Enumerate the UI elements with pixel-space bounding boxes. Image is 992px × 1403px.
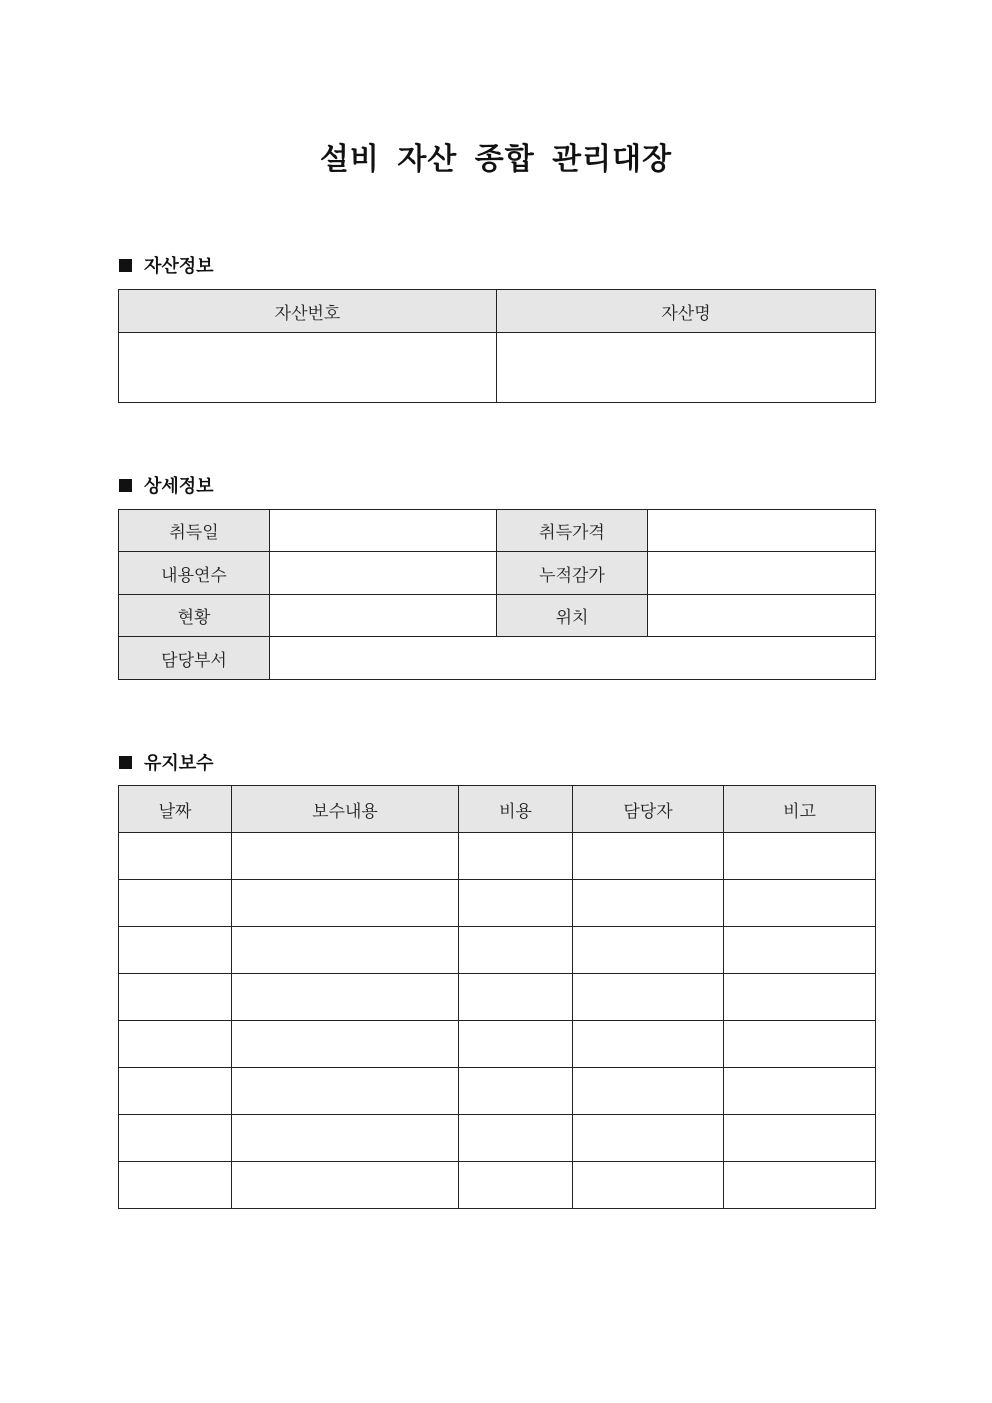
header-asset-number: 자산번호 <box>119 290 497 333</box>
bullet-square-icon <box>119 479 132 492</box>
maintenance-table <box>118 785 876 1209</box>
person-in-charge-cell[interactable] <box>573 833 724 880</box>
cost-cell[interactable] <box>459 1162 573 1209</box>
label-status: 현황 <box>119 595 270 637</box>
header-cost: 비용 <box>459 786 573 833</box>
table-row <box>119 1162 876 1209</box>
bullet-square-icon <box>119 259 132 272</box>
person-in-charge-cell[interactable] <box>573 1115 724 1162</box>
repair-details-cell[interactable] <box>232 974 459 1021</box>
label-accumulated-depreciation: 누적감가 <box>497 552 648 595</box>
date-cell[interactable] <box>119 974 232 1021</box>
remarks-cell[interactable] <box>724 927 876 974</box>
person-in-charge-cell[interactable] <box>573 974 724 1021</box>
accumulated-depreciation-cell[interactable] <box>648 552 876 595</box>
label-useful-life: 내용연수 <box>119 552 270 595</box>
date-cell[interactable] <box>119 880 232 927</box>
maintenance-rows <box>119 833 876 1209</box>
status-cell[interactable] <box>270 595 497 637</box>
remarks-cell[interactable] <box>724 1068 876 1115</box>
remarks-cell[interactable] <box>724 974 876 1021</box>
location-cell[interactable] <box>648 595 876 637</box>
header-asset-name: 자산명 <box>497 290 876 333</box>
repair-details-cell[interactable] <box>232 1021 459 1068</box>
date-cell[interactable] <box>119 1021 232 1068</box>
acquisition-date-cell[interactable] <box>270 510 497 552</box>
table-row <box>119 833 876 880</box>
department-cell[interactable] <box>270 637 876 680</box>
table-row <box>119 1021 876 1068</box>
asset-name-cell[interactable] <box>497 333 876 403</box>
cost-cell[interactable] <box>459 1068 573 1115</box>
date-cell[interactable] <box>119 1162 232 1209</box>
header-remarks: 비고 <box>724 786 876 833</box>
date-cell[interactable] <box>119 927 232 974</box>
label-department: 담당부서 <box>119 637 270 680</box>
section-heading-label: 상세정보 <box>144 476 214 497</box>
page-title: 설비 자산 종합 관리대장 <box>319 142 673 177</box>
header-date: 날짜 <box>119 786 232 833</box>
table-row <box>119 974 876 1021</box>
repair-details-cell[interactable] <box>232 1068 459 1115</box>
asset-number-cell[interactable] <box>119 333 497 403</box>
header-repair-details: 보수내용 <box>232 786 459 833</box>
repair-details-cell[interactable] <box>232 1115 459 1162</box>
table-row <box>119 880 876 927</box>
cost-cell[interactable] <box>459 1115 573 1162</box>
table-row <box>119 1115 876 1162</box>
section-heading-label: 자산정보 <box>144 256 214 277</box>
date-cell[interactable] <box>119 833 232 880</box>
repair-details-cell[interactable] <box>232 1162 459 1209</box>
label-acquisition-price: 취득가격 <box>497 510 648 552</box>
remarks-cell[interactable] <box>724 1115 876 1162</box>
section-heading-label: 유지보수 <box>144 753 214 774</box>
table-row <box>119 1068 876 1115</box>
section-heading-detail-info <box>119 472 214 498</box>
cost-cell[interactable] <box>459 1021 573 1068</box>
acquisition-price-cell[interactable] <box>648 510 876 552</box>
detail-info-table <box>118 509 876 680</box>
cost-cell[interactable] <box>459 974 573 1021</box>
remarks-cell[interactable] <box>724 1021 876 1068</box>
header-person-in-charge: 담당자 <box>573 786 724 833</box>
asset-info-table <box>118 289 876 403</box>
bullet-square-icon <box>119 756 132 769</box>
remarks-cell[interactable] <box>724 880 876 927</box>
person-in-charge-cell[interactable] <box>573 1068 724 1115</box>
label-acquisition-date: 취득일 <box>119 510 270 552</box>
date-cell[interactable] <box>119 1068 232 1115</box>
remarks-cell[interactable] <box>724 833 876 880</box>
repair-details-cell[interactable] <box>232 927 459 974</box>
label-location: 위치 <box>497 595 648 637</box>
useful-life-cell[interactable] <box>270 552 497 595</box>
date-cell[interactable] <box>119 1115 232 1162</box>
remarks-cell[interactable] <box>724 1162 876 1209</box>
repair-details-cell[interactable] <box>232 833 459 880</box>
person-in-charge-cell[interactable] <box>573 1021 724 1068</box>
repair-details-cell[interactable] <box>232 880 459 927</box>
person-in-charge-cell[interactable] <box>573 880 724 927</box>
cost-cell[interactable] <box>459 927 573 974</box>
cost-cell[interactable] <box>459 833 573 880</box>
section-heading-asset-info <box>119 252 214 278</box>
table-row <box>119 927 876 974</box>
person-in-charge-cell[interactable] <box>573 1162 724 1209</box>
section-heading-maintenance <box>119 749 214 775</box>
person-in-charge-cell[interactable] <box>573 927 724 974</box>
cost-cell[interactable] <box>459 880 573 927</box>
